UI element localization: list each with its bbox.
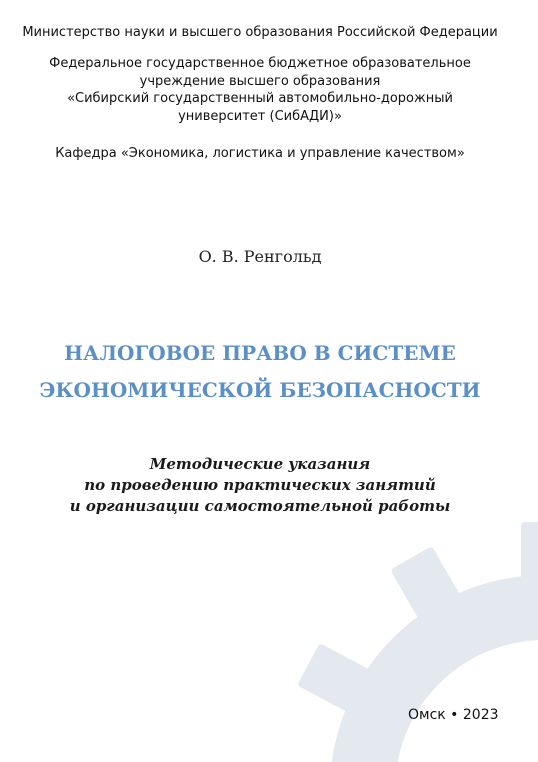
author-name: О. В. Ренгольд (198, 247, 322, 266)
institution-name (0, 55, 520, 125)
place-and-year: Омск • 2023 (408, 707, 499, 723)
institution-line: «Сибирский государственный автомобильно-дорожный (67, 91, 453, 106)
institution-line: университет (СибАДИ)» (178, 108, 342, 124)
document-subtitle (0, 454, 520, 517)
department-name: Кафедра «Экономика, логистика и управление качеством» (55, 146, 465, 161)
institution-line: учреждение высшего образования (139, 73, 381, 89)
ministry-name: Министерство науки и высшего образования Российской Федерации (22, 25, 498, 40)
document-title (0, 335, 520, 409)
subtitle-line: и организации самостоятельной работы (69, 497, 451, 515)
title-line: ЭКОНОМИЧЕСКОЙ БЕЗОПАСНОСТИ (39, 378, 481, 402)
title-line: НАЛОГОВОЕ ПРАВО В СИСТЕМЕ (64, 341, 456, 365)
subtitle-line: по проведению практических занятий (84, 476, 436, 494)
institution-line: Федеральное государственное бюджетное образовательное (49, 56, 471, 71)
subtitle-line: Методические указания (149, 455, 371, 473)
